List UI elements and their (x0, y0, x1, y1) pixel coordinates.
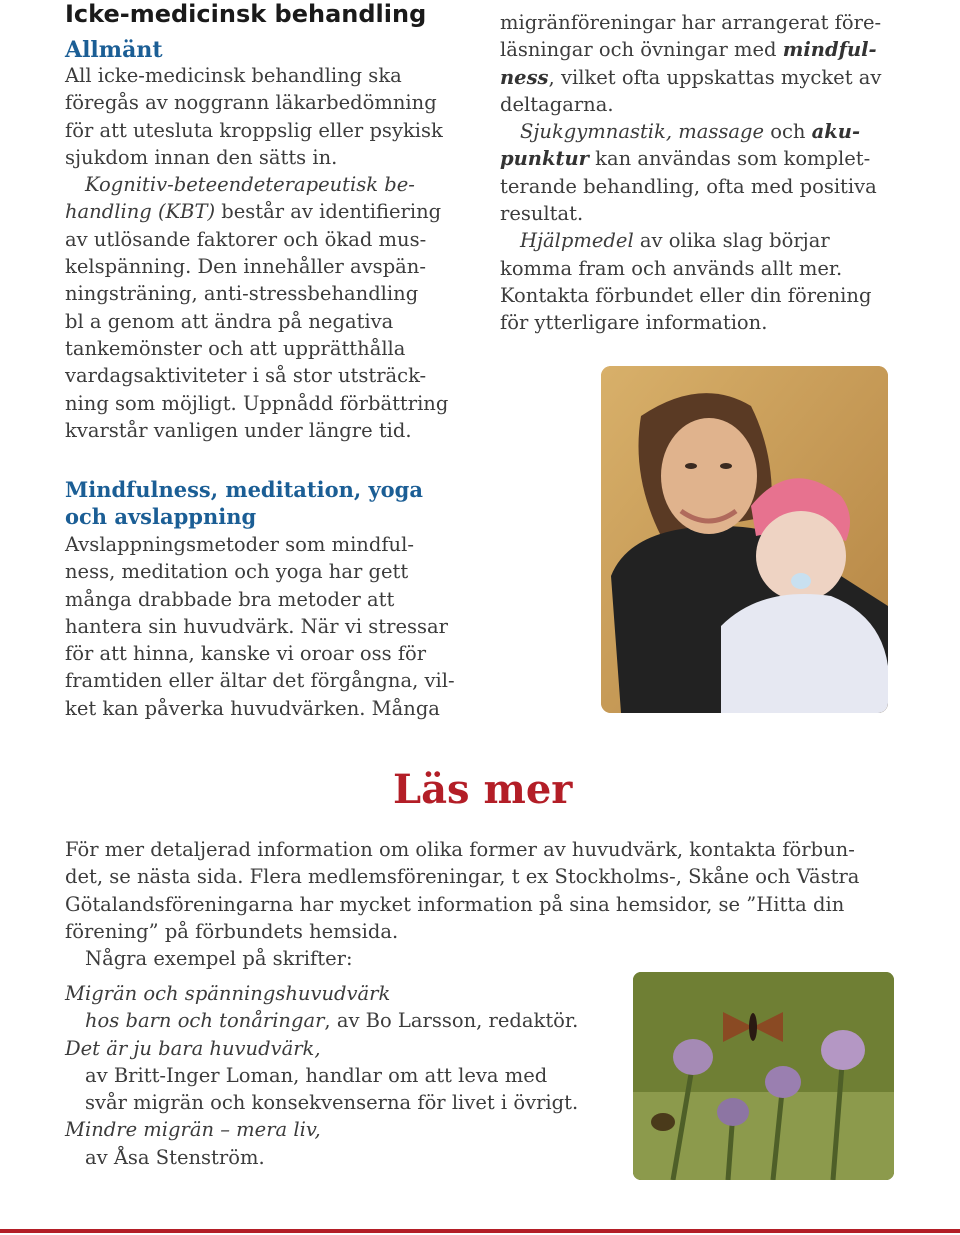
text-segment: resultat. (500, 202, 584, 226)
text-segment: av utlösande faktorer och ökad mus- (65, 227, 427, 251)
text-line (65, 863, 895, 890)
text-segment: Några exempel på skrifter: (85, 947, 353, 971)
emphasis-segment: punktur (500, 147, 589, 171)
text-line (65, 836, 895, 863)
text-line (65, 1007, 578, 1034)
emphasis-segment: Det är ju bara huvudvärk, (65, 1036, 321, 1060)
text-line (65, 586, 455, 613)
text-segment: , vilket ofta uppskattas mycket av (548, 65, 882, 89)
text-segment: framtiden eller ältar det förgångna, vil- (65, 669, 455, 693)
text-line (65, 1144, 578, 1171)
text-segment: av Britt-Inger Loman, handlar om att leva med (85, 1063, 548, 1087)
text-line (65, 171, 448, 198)
text-line (65, 308, 448, 335)
text-segment: All icke-medicinsk behandling ska (65, 64, 402, 87)
text-segment: sjukdom innan den sätts in. (65, 145, 338, 169)
text-segment: hantera sin huvudvärk. När vi stressar (65, 614, 448, 638)
text-segment: vardagsaktiviteter i så stor utsträck- (65, 364, 427, 388)
text-line (500, 282, 881, 309)
text-line (65, 280, 448, 307)
text-line (65, 558, 455, 585)
section-heading-general: Allmänt (65, 37, 163, 63)
emphasis-segment: hos barn och tonåringar (85, 1009, 325, 1033)
photo-butterfly-illustration (633, 972, 894, 1180)
text-segment: kelspänning. Den innehåller avspän- (65, 255, 426, 279)
text-line (65, 1035, 578, 1062)
section-heading-read-more: Läs mer (393, 766, 573, 813)
text-line (65, 335, 448, 362)
text-segment: många drabbade bra metoder att (65, 587, 395, 611)
text-segment: kan användas som komplet- (588, 147, 871, 171)
text-line (65, 390, 448, 417)
text-segment: föregås av noggrann läkarbedömning (65, 91, 437, 115)
general-paragraph (65, 62, 448, 444)
text-segment: migränföreningar har arrangerat före- (500, 11, 882, 34)
text-line (65, 417, 448, 444)
text-line (65, 117, 448, 144)
photo-butterfly-on-thistle (633, 972, 894, 1180)
text-line (65, 144, 448, 171)
text-segment: tankemönster och att upprätthålla (65, 336, 406, 360)
text-segment: förening” på förbundets hemsida. (65, 919, 399, 943)
text-line (500, 9, 881, 36)
emphasis-segment: Kognitiv-beteendeterapeutisk be- (85, 173, 415, 197)
text-line (65, 918, 895, 945)
text-line (65, 198, 448, 225)
text-line (65, 1062, 578, 1089)
text-line (65, 667, 455, 694)
text-line (65, 613, 455, 640)
text-segment: består av identifiering (215, 200, 442, 224)
text-line (500, 118, 881, 145)
text-segment: Kontakta förbundet eller din förening (500, 283, 872, 307)
text-line (65, 62, 448, 89)
text-segment: terande behandling, ofta med positiva (500, 174, 877, 198)
section-heading-mindfulness (65, 476, 423, 530)
right-column-paragraph (500, 9, 881, 337)
text-segment: ket kan påverka huvudvärken. Många (65, 696, 440, 720)
photo-mother-illustration (601, 366, 888, 713)
page-title: Icke-medicinsk behandling (65, 0, 427, 28)
text-line (65, 980, 578, 1007)
text-segment: ning som möjligt. Uppnådd förbättring (65, 391, 449, 415)
text-line (500, 255, 881, 282)
emphasis-segment: Mindre migrän – mera liv, (65, 1118, 321, 1142)
text-line (65, 1089, 578, 1116)
heading-line: och avslappning (65, 504, 257, 529)
text-line (65, 253, 448, 280)
text-segment: svår migrän och konsekvenserna för livet i övrigt. (85, 1091, 579, 1115)
text-line (65, 531, 455, 558)
emphasis-segment: Hjälpmedel (520, 229, 634, 253)
emphasis-segment: mindful- (782, 38, 877, 62)
text-segment: läsningar och övningar med (500, 38, 783, 62)
text-segment: Avslappningsmetoder som mindful- (65, 533, 414, 556)
text-line (500, 200, 881, 227)
text-segment: deltagarna. (500, 92, 614, 116)
text-line (500, 145, 881, 172)
mindfulness-paragraph (65, 531, 455, 722)
emphasis-segment: Sjukgymnastik, massage (520, 120, 765, 144)
text-segment: komma fram och används allt mer. (500, 256, 843, 280)
text-line (65, 640, 455, 667)
text-line (65, 945, 895, 972)
text-segment: kvarstår vanligen under längre tid. (65, 418, 412, 442)
photo-mother-and-baby (601, 366, 888, 713)
emphasis-segment: aku- (811, 120, 861, 144)
text-line (65, 1116, 578, 1143)
text-segment: och (764, 120, 812, 144)
heading-line: Mindfulness, meditation, yoga (65, 477, 423, 502)
text-line (500, 227, 881, 254)
text-segment: av Åsa Stenström. (85, 1145, 265, 1169)
text-segment: För mer detaljerad information om olika former av huvudvärk, kontakta förbun- (65, 838, 855, 861)
text-segment: för att utesluta kroppslig eller psykisk (65, 118, 443, 142)
text-segment: ningsträning, anti-stressbehandling (65, 282, 419, 306)
text-line (500, 91, 881, 118)
text-line (500, 173, 881, 200)
text-line (500, 64, 881, 91)
text-line (65, 89, 448, 116)
text-line (65, 695, 455, 722)
text-segment: Götalandsföreningarna har mycket information på sina hemsidor, se ”Hitta din (65, 892, 845, 916)
text-segment: för ytterligare information. (500, 311, 768, 335)
emphasis-segment: ness (500, 65, 549, 89)
book-list (65, 980, 578, 1171)
text-segment: , av Bo Larsson, redaktör. (324, 1009, 579, 1033)
bottom-divider (0, 1229, 960, 1233)
text-line (65, 226, 448, 253)
text-segment: bl a genom att ändra på negativa (65, 309, 394, 333)
emphasis-segment: handling (KBT) (65, 200, 216, 224)
read-more-paragraph (65, 836, 895, 972)
text-line (65, 362, 448, 389)
text-segment: av olika slag börjar (633, 229, 830, 253)
text-segment: för att hinna, kanske vi oroar oss för (65, 642, 427, 666)
text-line (65, 891, 895, 918)
emphasis-segment: Migrän och spänningshuvudvärk (65, 982, 391, 1005)
text-segment: ness, meditation och yoga har gett (65, 560, 409, 584)
text-segment: det, se nästa sida. Flera medlemsföreningar, t ex Stockholms-, Skåne och Västra (65, 865, 860, 889)
text-line (500, 36, 881, 63)
text-line (500, 309, 881, 336)
